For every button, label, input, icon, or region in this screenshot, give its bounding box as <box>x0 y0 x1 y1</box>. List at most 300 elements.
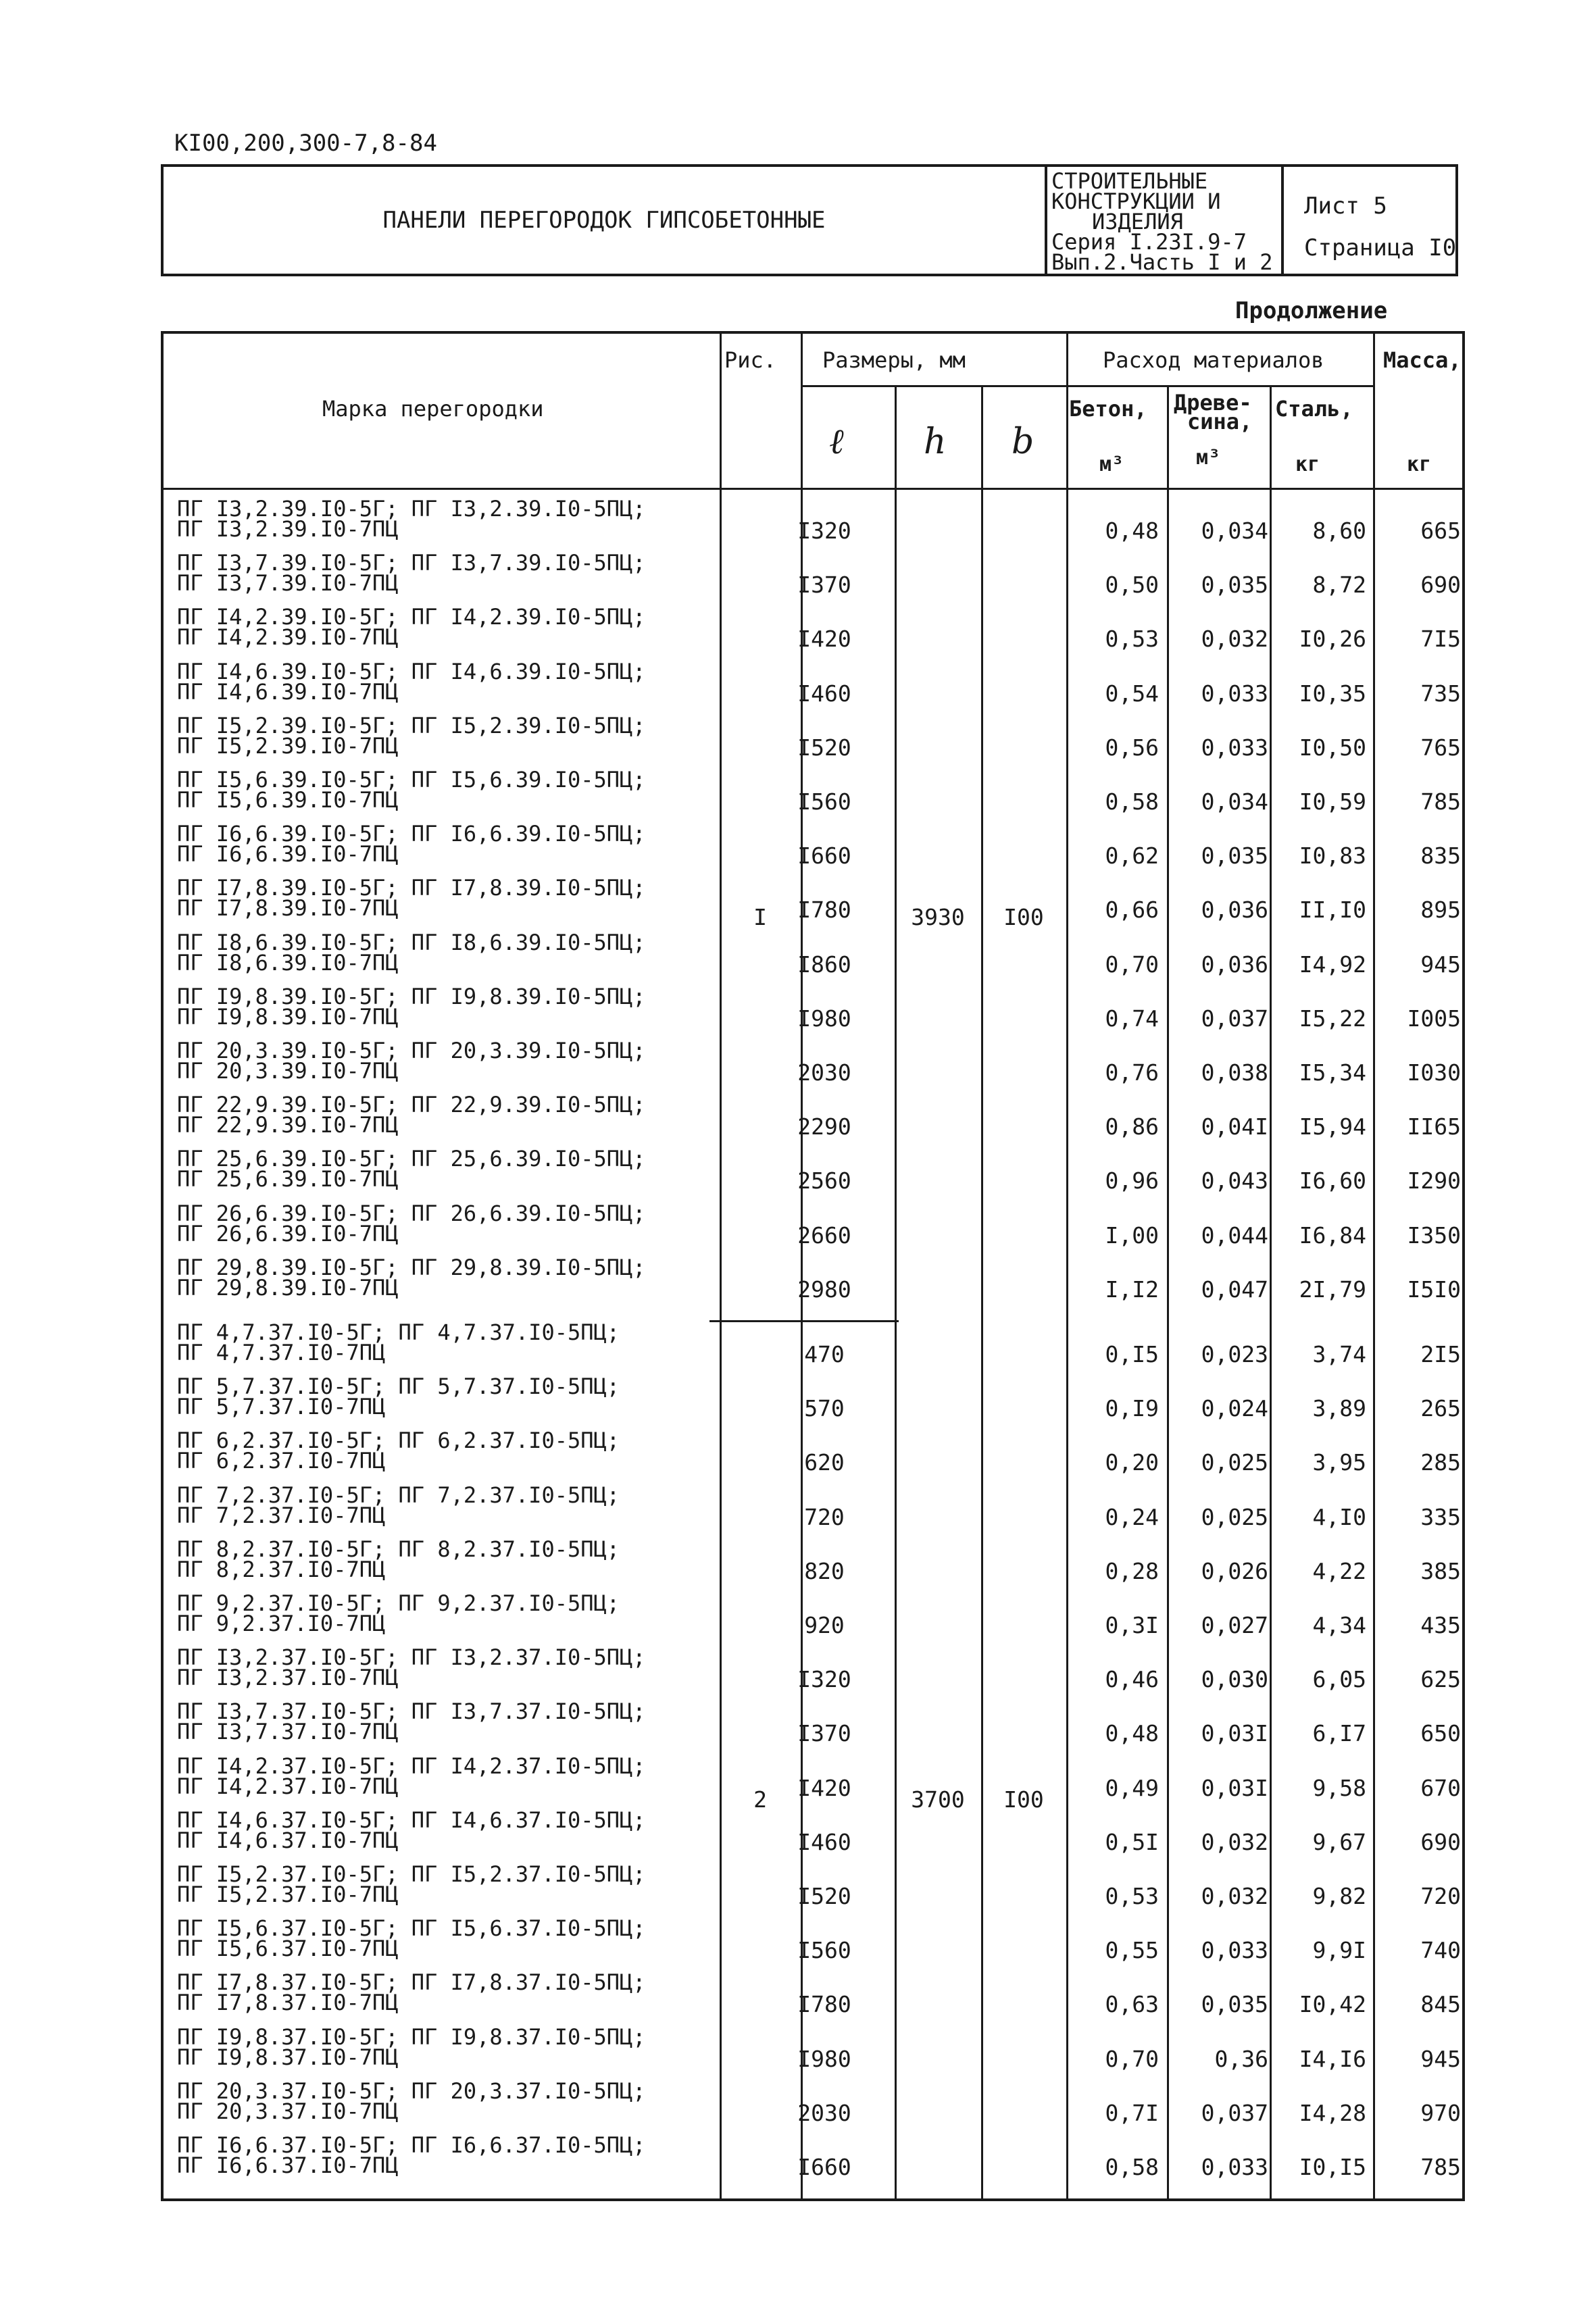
cell-mass: 785 <box>1420 2154 1461 2180</box>
cell-concrete: 0,49 <box>1105 1774 1159 1801</box>
table-row <box>164 601 1462 655</box>
header-mass: Масса, <box>1383 347 1462 373</box>
mark-line-2: ПГ 20,3.37.I0-7ПЦ <box>177 2098 399 2124</box>
cell-mass: 435 <box>1420 1612 1461 1638</box>
table-row <box>164 1480 1462 1534</box>
partition-mark <box>177 1374 620 1420</box>
cell-mass: 670 <box>1420 1774 1461 1801</box>
group1-fig: I <box>753 904 767 930</box>
cell-mass: 690 <box>1420 572 1461 599</box>
header-h: h <box>924 422 947 462</box>
cell-wood: 0,035 <box>1201 572 1268 599</box>
cell-mass: I350 <box>1407 1222 1461 1249</box>
mark-line-1: ПГ 9,2.37.I0-5Г; ПГ 9,2.37.I0-5ПЦ; <box>177 1590 620 1616</box>
mark-line-1: ПГ I7,8.39.I0-5Г; ПГ I7,8.39.I0-5ПЦ; <box>177 875 646 901</box>
partition-mark <box>177 1699 646 1745</box>
cell-wood: 0,03I <box>1201 1774 1268 1801</box>
mark-line-1: ПГ I8,6.39.I0-5Г; ПГ I8,6.39.I0-5ПЦ; <box>177 929 646 955</box>
sheet-info <box>1284 167 1455 274</box>
mark-line-1: ПГ 5,7.37.I0-5Г; ПГ 5,7.37.I0-5ПЦ; <box>177 1374 620 1400</box>
mark-line-1: ПГ I4,2.37.I0-5Г; ПГ I4,2.37.I0-5ПЦ; <box>177 1753 646 1779</box>
mark-line-2: ПГ 8,2.37.I0-7ПЦ <box>177 1556 386 1582</box>
cell-steel: 6,I7 <box>1312 1720 1366 1747</box>
cell-length: I660 <box>797 842 851 870</box>
mark-line-1: ПГ I5,6.37.I0-5Г; ПГ I5,6.37.I0-5ПЦ; <box>177 1915 646 1942</box>
table-row <box>164 1805 1462 1859</box>
partition-mark <box>177 875 646 922</box>
cell-wood: 0,033 <box>1201 734 1268 761</box>
cell-concrete: 0,86 <box>1105 1113 1159 1140</box>
cell-steel: I0,42 <box>1299 1991 1366 2018</box>
mark-line-2: ПГ 20,3.39.I0-7ПЦ <box>177 1058 399 1084</box>
cell-concrete: I,00 <box>1105 1222 1159 1249</box>
cell-length: I660 <box>797 2154 851 2180</box>
cell-steel: 9,58 <box>1312 1774 1366 1801</box>
table-row <box>164 2021 1462 2076</box>
cell-concrete: 0,7I <box>1105 2099 1159 2126</box>
cell-steel: 3,95 <box>1312 1449 1366 1476</box>
series-info <box>1047 167 1284 274</box>
cell-steel: 2I,79 <box>1299 1276 1366 1303</box>
cell-mass: I030 <box>1407 1059 1461 1086</box>
cell-concrete: 0,63 <box>1105 1991 1159 2018</box>
cell-mass: 765 <box>1420 734 1461 761</box>
table-row <box>164 1035 1462 1089</box>
cell-mass: I005 <box>1407 1005 1461 1032</box>
mark-line-1: ПГ 8,2.37.I0-5Г; ПГ 8,2.37.I0-5ПЦ; <box>177 1536 620 1562</box>
mark-line-1: ПГ I4,2.39.I0-5Г; ПГ I4,2.39.I0-5ПЦ; <box>177 604 646 630</box>
cell-length: I370 <box>797 1720 851 1747</box>
table-row <box>164 1317 1462 1371</box>
cell-steel: I5,94 <box>1299 1113 1366 1140</box>
partition-mark <box>177 767 646 813</box>
mark-line-2: ПГ I3,2.39.I0-7ПЦ <box>177 516 399 542</box>
mark-line-2: ПГ 22,9.39.I0-7ПЦ <box>177 1112 399 1138</box>
mark-line-1: ПГ 4,7.37.I0-5Г; ПГ 4,7.37.I0-5ПЦ; <box>177 1319 620 1345</box>
mark-line-1: ПГ I4,6.39.I0-5Г; ПГ I4,6.39.I0-5ПЦ; <box>177 658 646 684</box>
header-fig: Рис. <box>724 347 777 373</box>
mark-line-1: ПГ I4,6.37.I0-5Г; ПГ I4,6.37.I0-5ПЦ; <box>177 1807 646 1833</box>
cell-steel: II,I0 <box>1299 897 1366 924</box>
table-row <box>164 1143 1462 1197</box>
partition-mark <box>177 1319 620 1365</box>
cell-wood: 0,034 <box>1201 788 1268 815</box>
cell-length: I460 <box>797 680 851 707</box>
cell-concrete: 0,I9 <box>1105 1395 1159 1422</box>
partition-mark <box>177 550 646 597</box>
cell-length: 2980 <box>797 1276 851 1303</box>
header-wood-2: сина, <box>1187 409 1253 434</box>
cell-concrete: 0,24 <box>1105 1503 1159 1530</box>
cell-concrete: I,I2 <box>1105 1276 1159 1303</box>
table-row <box>164 1371 1462 1425</box>
mark-line-1: ПГ 25,6.39.I0-5Г; ПГ 25,6.39.I0-5ПЦ; <box>177 1146 646 1172</box>
cell-length: I780 <box>797 897 851 924</box>
table-row <box>164 1642 1462 1696</box>
partition-mark <box>177 1807 646 1853</box>
mark-line-2: ПГ I5,6.39.I0-7ПЦ <box>177 787 399 813</box>
cell-concrete: 0,I5 <box>1105 1341 1159 1367</box>
cell-steel: 9,67 <box>1312 1828 1366 1855</box>
cell-length: I520 <box>797 1883 851 1909</box>
partition-mark <box>177 1146 646 1192</box>
cell-mass: 385 <box>1420 1557 1461 1584</box>
partition-mark <box>177 2132 646 2178</box>
cell-length: I370 <box>797 572 851 599</box>
table-row <box>164 1913 1462 1967</box>
cell-mass: 945 <box>1420 951 1461 978</box>
mark-line-2: ПГ I9,8.39.I0-7ПЦ <box>177 1003 399 1030</box>
cell-wood: 0,035 <box>1201 842 1268 870</box>
cell-wood: 0,032 <box>1201 1883 1268 1909</box>
cell-mass: 945 <box>1420 2045 1461 2072</box>
header-mass-unit: кг <box>1407 453 1432 476</box>
cell-wood: 0,033 <box>1201 680 1268 707</box>
cell-wood: 0,035 <box>1201 1991 1268 2018</box>
series-line: Вып.2.Часть I и 2 <box>1051 249 1273 275</box>
mark-line-1: ПГ I6,6.39.I0-5Г; ПГ I6,6.39.I0-5ПЦ; <box>177 821 646 847</box>
partition-mark <box>177 1969 646 2016</box>
cell-concrete: 0,76 <box>1105 1059 1159 1086</box>
cell-wood: 0,033 <box>1201 1937 1268 1964</box>
table-row <box>164 547 1462 601</box>
table-divider <box>164 488 1462 490</box>
header-l: ℓ <box>829 422 844 462</box>
mark-line-2: ПГ I7,8.37.I0-7ПЦ <box>177 1990 399 2016</box>
cell-length: I980 <box>797 2045 851 2072</box>
header-dims: Размеры, мм <box>822 347 966 373</box>
table-row <box>164 1089 1462 1143</box>
table-row <box>164 927 1462 981</box>
mark-line-2: ПГ I4,2.39.I0-7ПЦ <box>177 624 399 651</box>
table-row <box>164 981 1462 1035</box>
table-row <box>164 1751 1462 1805</box>
cell-mass: I5I0 <box>1407 1276 1461 1303</box>
partition-mark <box>177 658 646 705</box>
header-wood-unit: м³ <box>1196 446 1221 470</box>
group1-b: I00 <box>1003 904 1044 930</box>
mark-line-1: ПГ I3,7.39.I0-5Г; ПГ I3,7.39.I0-5ПЦ; <box>177 550 646 576</box>
mark-line-1: ПГ 6,2.37.I0-5Г; ПГ 6,2.37.I0-5ПЦ; <box>177 1428 620 1454</box>
mark-line-2: ПГ 5,7.37.I0-7ПЦ <box>177 1394 386 1420</box>
cell-wood: 0,036 <box>1201 951 1268 978</box>
page-number: Страница I0 <box>1304 234 1457 261</box>
mark-line-1: ПГ 7,2.37.I0-5Г; ПГ 7,2.37.I0-5ПЦ; <box>177 1482 620 1508</box>
cell-steel: 4,34 <box>1312 1612 1366 1638</box>
cell-wood: 0,038 <box>1201 1059 1268 1086</box>
cell-concrete: 0,20 <box>1105 1449 1159 1476</box>
cell-length: 2030 <box>797 1059 851 1086</box>
cell-concrete: 0,58 <box>1105 2154 1159 2180</box>
mark-line-2: ПГ 6,2.37.I0-7ПЦ <box>177 1448 386 1474</box>
cell-mass: 785 <box>1420 788 1461 815</box>
partition-mark <box>177 2078 646 2124</box>
cell-concrete: 0,5I <box>1105 1828 1159 1855</box>
cell-mass: 335 <box>1420 1503 1461 1530</box>
cell-wood: 0,030 <box>1201 1666 1268 1693</box>
cell-concrete: 0,50 <box>1105 572 1159 599</box>
mark-line-1: ПГ I9,8.37.I0-5Г; ПГ I9,8.37.I0-5ПЦ; <box>177 2023 646 2050</box>
cell-wood: 0,36 <box>1214 2045 1268 2072</box>
cell-mass: 7I5 <box>1420 626 1461 653</box>
series-line: КОНСТРУКЦИИ И <box>1051 188 1221 214</box>
cell-concrete: 0,62 <box>1105 842 1159 870</box>
cell-wood: 0,034 <box>1201 518 1268 544</box>
cell-length: I320 <box>797 518 851 544</box>
cell-wood: 0,026 <box>1201 1557 1268 1584</box>
cell-length: 2560 <box>797 1167 851 1194</box>
cell-wood: 0,047 <box>1201 1276 1268 1303</box>
table-row <box>164 1588 1462 1642</box>
cell-length: 570 <box>804 1395 845 1422</box>
cell-steel: I0,83 <box>1299 842 1366 870</box>
cell-length: 2290 <box>797 1113 851 1140</box>
group1-h: 3930 <box>911 904 965 930</box>
cell-mass: 895 <box>1420 897 1461 924</box>
mark-line-2: ПГ I5,6.37.I0-7ПЦ <box>177 1936 399 1962</box>
table-row <box>164 764 1462 818</box>
mark-line-2: ПГ 4,7.37.I0-7ПЦ <box>177 1340 386 1365</box>
cell-steel: 8,60 <box>1312 518 1366 544</box>
cell-mass: 625 <box>1420 1666 1461 1693</box>
table-row <box>164 1534 1462 1588</box>
mark-line-2: ПГ I4,6.37.I0-7ПЦ <box>177 1827 399 1853</box>
table-row <box>164 1967 1462 2021</box>
cell-concrete: 0,58 <box>1105 788 1159 815</box>
mark-line-2: ПГ I3,2.37.I0-7ПЦ <box>177 1665 399 1691</box>
partition-mark <box>177 604 646 651</box>
cell-mass: 2I5 <box>1420 1341 1461 1367</box>
cell-steel: I0,26 <box>1299 626 1366 653</box>
cell-concrete: 0,28 <box>1105 1557 1159 1584</box>
cell-mass: I290 <box>1407 1167 1461 1194</box>
table-row <box>164 656 1462 710</box>
cell-steel: 3,74 <box>1312 1341 1366 1367</box>
table-row <box>164 1198 1462 1252</box>
cell-steel: I5,22 <box>1299 1005 1366 1032</box>
partition-mark <box>177 1915 646 1962</box>
header-concrete-unit: м³ <box>1099 453 1124 476</box>
document-title: ПАНЕЛИ ПЕРЕГОРОДОК ГИПСОБЕТОННЫЕ <box>164 167 1047 274</box>
table-row <box>164 493 1462 547</box>
mark-line-2: ПГ 29,8.39.I0-7ПЦ <box>177 1274 399 1301</box>
table-row <box>164 710 1462 764</box>
cell-concrete: 0,70 <box>1105 2045 1159 2072</box>
cell-concrete: 0,53 <box>1105 626 1159 653</box>
mark-line-1: ПГ I5,6.39.I0-5Г; ПГ I5,6.39.I0-5ПЦ; <box>177 767 646 793</box>
continuation-label: Продолжение <box>1235 297 1388 324</box>
cell-steel: 3,89 <box>1312 1395 1366 1422</box>
cell-steel: 6,05 <box>1312 1666 1366 1693</box>
header-wood-1: Древе- <box>1174 390 1252 416</box>
header-materials: Расход материалов <box>1103 347 1324 373</box>
mark-line-1: ПГ I9,8.39.I0-5Г; ПГ I9,8.39.I0-5ПЦ; <box>177 983 646 1009</box>
cell-wood: 0,025 <box>1201 1449 1268 1476</box>
partition-mark <box>177 1428 620 1474</box>
cell-length: I520 <box>797 734 851 761</box>
table-divider <box>801 385 1066 387</box>
cell-wood: 0,036 <box>1201 897 1268 924</box>
mark-line-2: ПГ I4,2.37.I0-7ПЦ <box>177 1773 399 1799</box>
cell-length: I980 <box>797 1005 851 1032</box>
cell-mass: 970 <box>1420 2099 1461 2126</box>
cell-concrete: 0,48 <box>1105 518 1159 544</box>
partition-mark <box>177 1644 646 1691</box>
cell-length: 720 <box>804 1503 845 1530</box>
cell-wood: 0,023 <box>1201 1341 1268 1367</box>
mark-line-1: ПГ I3,2.39.I0-5Г; ПГ I3,2.39.I0-5ПЦ; <box>177 496 646 522</box>
cell-length: I420 <box>797 626 851 653</box>
cell-concrete: 0,66 <box>1105 897 1159 924</box>
cell-length: 2030 <box>797 2099 851 2126</box>
partition-mark <box>177 1482 620 1528</box>
cell-mass: 740 <box>1420 1937 1461 1964</box>
cell-length: I560 <box>797 788 851 815</box>
cell-wood: 0,037 <box>1201 2099 1268 2126</box>
cell-steel: I4,28 <box>1299 2099 1366 2126</box>
partition-mark <box>177 1861 646 1907</box>
table-row <box>164 872 1462 926</box>
mark-line-1: ПГ I3,7.37.I0-5Г; ПГ I3,7.37.I0-5ПЦ; <box>177 1699 646 1725</box>
cell-steel: I0,35 <box>1299 680 1366 707</box>
mark-line-2: ПГ 25,6.39.I0-7ПЦ <box>177 1166 399 1192</box>
cell-wood: 0,044 <box>1201 1222 1268 1249</box>
cell-steel: 4,22 <box>1312 1557 1366 1584</box>
cell-steel: 9,82 <box>1312 1883 1366 1909</box>
partition-mark <box>177 712 646 759</box>
mark-line-1: ПГ I3,2.37.I0-5Г; ПГ I3,2.37.I0-5ПЦ; <box>177 1644 646 1671</box>
cell-length: 920 <box>804 1612 845 1638</box>
cell-concrete: 0,53 <box>1105 1883 1159 1909</box>
cell-wood: 0,025 <box>1201 1503 1268 1530</box>
mark-line-2: ПГ 26,6.39.I0-7ПЦ <box>177 1220 399 1247</box>
mark-line-1: ПГ I7,8.37.I0-5Г; ПГ I7,8.37.I0-5ПЦ; <box>177 1969 646 1996</box>
cell-steel: I0,59 <box>1299 788 1366 815</box>
panels-table <box>161 331 1465 2201</box>
cell-steel: 4,I0 <box>1312 1503 1366 1530</box>
cell-concrete: 0,74 <box>1105 1005 1159 1032</box>
cell-length: I560 <box>797 1937 851 1964</box>
cell-concrete: 0,96 <box>1105 1167 1159 1194</box>
cell-wood: 0,037 <box>1201 1005 1268 1032</box>
table-row <box>164 1696 1462 1750</box>
mark-line-2: ПГ I5,2.39.I0-7ПЦ <box>177 732 399 759</box>
cell-wood: 0,032 <box>1201 1828 1268 1855</box>
mark-line-2: ПГ I5,2.37.I0-7ПЦ <box>177 1882 399 1907</box>
cell-steel: I6,84 <box>1299 1222 1366 1249</box>
mark-line-1: ПГ I5,2.37.I0-5Г; ПГ I5,2.37.I0-5ПЦ; <box>177 1861 646 1887</box>
cell-wood: 0,03I <box>1201 1720 1268 1747</box>
mark-line-2: ПГ I7,8.39.I0-7ПЦ <box>177 895 399 922</box>
cell-concrete: 0,3I <box>1105 1612 1159 1638</box>
cell-mass: 265 <box>1420 1395 1461 1422</box>
mark-line-2: ПГ 9,2.37.I0-7ПЦ <box>177 1611 386 1636</box>
mark-line-2: ПГ I6,6.39.I0-7ПЦ <box>177 841 399 867</box>
mark-line-2: ПГ 7,2.37.I0-7ПЦ <box>177 1502 386 1528</box>
cell-mass: 720 <box>1420 1883 1461 1909</box>
table-row <box>164 818 1462 872</box>
cell-concrete: 0,54 <box>1105 680 1159 707</box>
cell-concrete: 0,56 <box>1105 734 1159 761</box>
mark-line-1: ПГ 26,6.39.I0-5Г; ПГ 26,6.39.I0-5ПЦ; <box>177 1200 646 1226</box>
group2-fig: 2 <box>753 1786 767 1813</box>
cell-wood: 0,043 <box>1201 1167 1268 1194</box>
partition-mark <box>177 1590 620 1636</box>
partition-mark <box>177 821 646 867</box>
mark-line-2: ПГ I4,6.39.I0-7ПЦ <box>177 678 399 705</box>
cell-steel: I6,60 <box>1299 1167 1366 1194</box>
mark-line-1: ПГ 20,3.37.I0-5Г; ПГ 20,3.37.I0-5ПЦ; <box>177 2078 646 2104</box>
cell-mass: II65 <box>1407 1113 1461 1140</box>
cell-length: I460 <box>797 1828 851 1855</box>
partition-mark <box>177 1200 646 1247</box>
table-row <box>164 1425 1462 1479</box>
partition-mark <box>177 496 646 542</box>
partition-mark <box>177 2023 646 2070</box>
document-code: КI00,200,300-7,8-84 <box>174 130 437 157</box>
cell-steel: I4,I6 <box>1299 2045 1366 2072</box>
partition-mark <box>177 929 646 976</box>
series-line: ИЗДЕЛИЯ <box>1092 209 1183 234</box>
cell-concrete: 0,46 <box>1105 1666 1159 1693</box>
cell-mass: 735 <box>1420 680 1461 707</box>
table-row <box>164 1859 1462 1913</box>
cell-length: I320 <box>797 1666 851 1693</box>
cell-wood: 0,032 <box>1201 626 1268 653</box>
partition-mark <box>177 1038 646 1084</box>
cell-steel: 8,72 <box>1312 572 1366 599</box>
cell-steel: I5,34 <box>1299 1059 1366 1086</box>
mark-line-2: ПГ I3,7.39.I0-7ПЦ <box>177 570 399 597</box>
series-line: Серия I.23I.9-7 <box>1051 229 1247 255</box>
group2-h: 3700 <box>911 1786 965 1813</box>
cell-mass: 285 <box>1420 1449 1461 1476</box>
partition-mark <box>177 1254 646 1301</box>
cell-concrete: 0,48 <box>1105 1720 1159 1747</box>
header-b: b <box>1012 422 1034 462</box>
title-block <box>161 164 1458 276</box>
cell-steel: I0,I5 <box>1299 2154 1366 2180</box>
cell-length: 2660 <box>797 1222 851 1249</box>
partition-mark <box>177 1753 646 1799</box>
cell-steel: 9,9I <box>1312 1937 1366 1964</box>
header-concrete: Бетон, <box>1069 396 1147 422</box>
cell-wood: 0,027 <box>1201 1612 1268 1638</box>
cell-wood: 0,024 <box>1201 1395 1268 1422</box>
group2-b: I00 <box>1003 1786 1044 1813</box>
mark-line-1: ПГ I5,2.39.I0-5Г; ПГ I5,2.39.I0-5ПЦ; <box>177 712 646 738</box>
cell-mass: 690 <box>1420 1828 1461 1855</box>
cell-wood: 0,04I <box>1201 1113 1268 1140</box>
cell-mass: 835 <box>1420 842 1461 870</box>
mark-line-2: ПГ I8,6.39.I0-7ПЦ <box>177 949 399 976</box>
partition-mark <box>177 983 646 1030</box>
mark-line-1: ПГ 29,8.39.I0-5Г; ПГ 29,8.39.I0-5ПЦ; <box>177 1254 646 1280</box>
cell-mass: 650 <box>1420 1720 1461 1747</box>
table-row <box>164 2130 1462 2184</box>
partition-mark <box>177 1092 646 1138</box>
cell-length: 470 <box>804 1341 845 1367</box>
cell-wood: 0,033 <box>1201 2154 1268 2180</box>
mark-line-1: ПГ 22,9.39.I0-5Г; ПГ 22,9.39.I0-5ПЦ; <box>177 1092 646 1118</box>
cell-length: I780 <box>797 1991 851 2018</box>
cell-concrete: 0,55 <box>1105 1937 1159 1964</box>
cell-mass: 845 <box>1420 1991 1461 2018</box>
header-mark: Марка перегородки <box>322 396 544 422</box>
mark-line-1: ПГ 20,3.39.I0-5Г; ПГ 20,3.39.I0-5ПЦ; <box>177 1038 646 1063</box>
cell-concrete: 0,70 <box>1105 951 1159 978</box>
table-row <box>164 2076 1462 2130</box>
